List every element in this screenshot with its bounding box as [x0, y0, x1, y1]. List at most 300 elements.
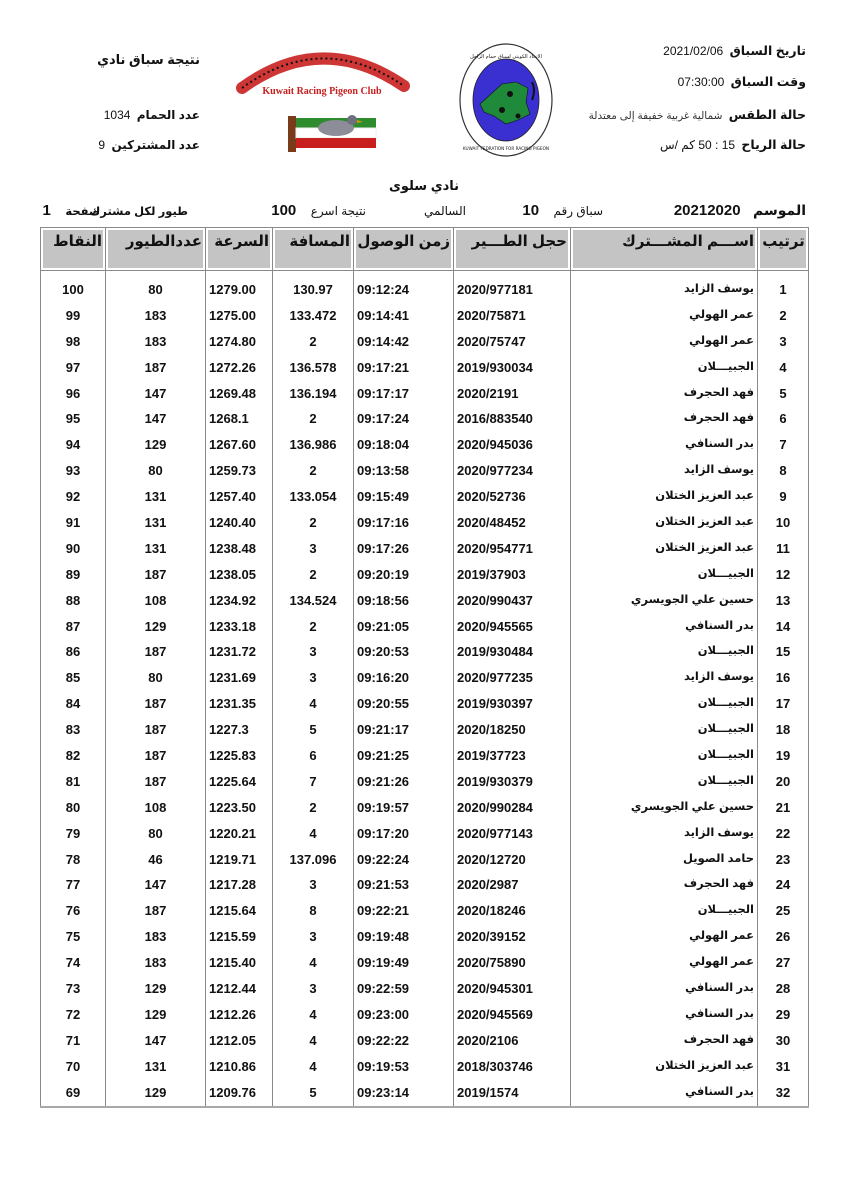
race-location — [424, 202, 466, 224]
cell-participant-name: بدر السنافي — [571, 613, 758, 639]
participants-count-value: 9 — [98, 138, 106, 152]
table-row — [41, 924, 809, 950]
cell-points: 81 — [41, 768, 106, 794]
cell-distance: 7 — [273, 768, 354, 794]
cell-speed: 1257.40 — [206, 484, 273, 510]
table-row — [41, 950, 809, 976]
cell-speed: 1225.83 — [206, 743, 273, 769]
participants-count-label: عدد المشتركين — [111, 138, 200, 152]
table-row — [41, 691, 809, 717]
cell-birds-count: 147 — [106, 1027, 206, 1053]
cell-arrival-time: 09:21:05 — [354, 613, 454, 639]
cell-birds-count: 131 — [106, 484, 206, 510]
table-row — [41, 535, 809, 561]
table-row — [41, 1053, 809, 1079]
race-number-label: سباق رقم — [553, 204, 603, 218]
cell-distance: 136.194 — [273, 380, 354, 406]
cell-participant-name: فهد الحجرف — [571, 1027, 758, 1053]
cell-rank: 14 — [758, 613, 809, 639]
column-header-name: اســـم المشـــترك — [571, 228, 758, 271]
cell-points: 93 — [41, 458, 106, 484]
cell-distance: 2 — [273, 510, 354, 536]
cell-arrival-time: 09:21:25 — [354, 743, 454, 769]
cell-distance: 133.472 — [273, 302, 354, 328]
cell-points: 88 — [41, 587, 106, 613]
cell-rank: 10 — [758, 510, 809, 536]
cell-ring-number: 2020/977234 — [454, 458, 571, 484]
cell-ring-number: 2020/977143 — [454, 820, 571, 846]
cell-participant-name: بدر السنافي — [571, 1001, 758, 1027]
table-row — [41, 1027, 809, 1053]
cell-points: 72 — [41, 1001, 106, 1027]
cell-rank: 18 — [758, 717, 809, 743]
cell-rank: 15 — [758, 639, 809, 665]
cell-participant-name: الجبيـــلان — [571, 717, 758, 743]
cell-ring-number: 2020/945036 — [454, 432, 571, 458]
cell-points: 70 — [41, 1053, 106, 1079]
cell-points: 82 — [41, 743, 106, 769]
cell-distance: 5 — [273, 717, 354, 743]
race-time — [678, 74, 806, 89]
cell-speed: 1231.69 — [206, 665, 273, 691]
cell-points: 95 — [41, 406, 106, 432]
cell-rank: 23 — [758, 846, 809, 872]
cell-rank: 7 — [758, 432, 809, 458]
cell-points: 99 — [41, 302, 106, 328]
cell-speed: 1215.64 — [206, 898, 273, 924]
cell-participant-name: عمر الهولي — [571, 328, 758, 354]
cell-birds-count: 183 — [106, 950, 206, 976]
cell-distance: 136.986 — [273, 432, 354, 458]
cell-arrival-time: 09:22:24 — [354, 846, 454, 872]
cell-birds-count: 183 — [106, 302, 206, 328]
race-date — [663, 43, 806, 58]
cell-participant-name: عبد العزيز الختلان — [571, 510, 758, 536]
table-header-row — [41, 228, 809, 271]
cell-participant-name: الجبيـــلان — [571, 743, 758, 769]
cell-points: 79 — [41, 820, 106, 846]
table-row — [41, 1001, 809, 1027]
table-row — [41, 432, 809, 458]
cell-birds-count: 131 — [106, 535, 206, 561]
cell-speed: 1233.18 — [206, 613, 273, 639]
cell-speed: 1267.60 — [206, 432, 273, 458]
cell-ring-number: 2020/945569 — [454, 1001, 571, 1027]
cell-birds-count: 129 — [106, 1001, 206, 1027]
season — [674, 202, 806, 224]
cell-rank: 13 — [758, 587, 809, 613]
cell-ring-number: 2020/18250 — [454, 717, 571, 743]
cell-speed: 1210.86 — [206, 1053, 273, 1079]
cell-ring-number: 2020/39152 — [454, 924, 571, 950]
cell-arrival-time: 09:23:14 — [354, 1079, 454, 1107]
column-header-rank: ترتيب — [758, 228, 809, 271]
cell-birds-count: 129 — [106, 613, 206, 639]
cell-ring-number: 2019/930379 — [454, 768, 571, 794]
cell-speed: 1212.05 — [206, 1027, 273, 1053]
cell-birds-count: 129 — [106, 432, 206, 458]
cell-points: 92 — [41, 484, 106, 510]
cell-ring-number: 2020/977235 — [454, 665, 571, 691]
cell-distance: 2 — [273, 561, 354, 587]
cell-speed: 1227.3 — [206, 717, 273, 743]
cell-ring-number: 2019/37903 — [454, 561, 571, 587]
cell-birds-count: 183 — [106, 328, 206, 354]
table-row — [41, 587, 809, 613]
cell-distance: 4 — [273, 691, 354, 717]
cell-birds-count: 46 — [106, 846, 206, 872]
cell-rank: 28 — [758, 976, 809, 1002]
cell-arrival-time: 09:20:53 — [354, 639, 454, 665]
cell-points: 69 — [41, 1079, 106, 1107]
table-row — [41, 846, 809, 872]
race-number — [522, 202, 603, 224]
cell-ring-number: 2018/303746 — [454, 1053, 571, 1079]
cell-rank: 25 — [758, 898, 809, 924]
cell-participant-name: عبد العزيز الختلان — [571, 535, 758, 561]
cell-points: 78 — [41, 846, 106, 872]
cell-points: 87 — [41, 613, 106, 639]
cell-ring-number: 2019/1574 — [454, 1079, 571, 1107]
cell-rank: 2 — [758, 302, 809, 328]
cell-rank: 5 — [758, 380, 809, 406]
cell-arrival-time: 09:17:21 — [354, 354, 454, 380]
cell-arrival-time: 09:21:26 — [354, 768, 454, 794]
cell-speed: 1220.21 — [206, 820, 273, 846]
cell-participant-name: عمر الهولي — [571, 302, 758, 328]
cell-points: 98 — [41, 328, 106, 354]
cell-speed: 1231.72 — [206, 639, 273, 665]
cell-ring-number: 2020/12720 — [454, 846, 571, 872]
cell-points: 94 — [41, 432, 106, 458]
cell-speed: 1231.35 — [206, 691, 273, 717]
cell-rank: 17 — [758, 691, 809, 717]
table-row — [41, 277, 809, 303]
cell-speed: 1238.48 — [206, 535, 273, 561]
cell-participant-name: يوسف الزايد — [571, 665, 758, 691]
table-row — [41, 458, 809, 484]
cell-rank: 12 — [758, 561, 809, 587]
cell-birds-count: 187 — [106, 768, 206, 794]
cell-distance: 6 — [273, 743, 354, 769]
table-row — [41, 354, 809, 380]
cell-rank: 16 — [758, 665, 809, 691]
cell-ring-number: 2019/930034 — [454, 354, 571, 380]
race-number-value: 10 — [522, 202, 540, 219]
birds-per-participant-value: 100 — [271, 202, 297, 219]
column-header-arrival: زمن الوصول — [354, 228, 454, 271]
cell-arrival-time: 09:17:20 — [354, 820, 454, 846]
table-row — [41, 613, 809, 639]
cell-points: 76 — [41, 898, 106, 924]
table-row — [41, 898, 809, 924]
cell-arrival-time: 09:19:49 — [354, 950, 454, 976]
cell-distance: 4 — [273, 1053, 354, 1079]
cell-speed: 1269.48 — [206, 380, 273, 406]
cell-participant-name: يوسف الزايد — [571, 277, 758, 303]
cell-rank: 29 — [758, 1001, 809, 1027]
cell-arrival-time: 09:18:04 — [354, 432, 454, 458]
cell-speed: 1259.73 — [206, 458, 273, 484]
cell-ring-number: 2019/37723 — [454, 743, 571, 769]
cell-arrival-time: 09:22:22 — [354, 1027, 454, 1053]
cell-ring-number: 2020/945301 — [454, 976, 571, 1002]
result-title: نتيجة سباق نادي — [97, 52, 200, 67]
cell-distance: 3 — [273, 872, 354, 898]
cell-distance: 133.054 — [273, 484, 354, 510]
cell-birds-count: 187 — [106, 354, 206, 380]
svg-text:الاتحاد الكويتي لسباق حمام الز: الاتحاد الكويتي لسباق حمام الزاجل — [470, 54, 542, 60]
cell-ring-number: 2019/930397 — [454, 691, 571, 717]
pigeons-count-value: 1034 — [103, 108, 131, 122]
column-header-distance: المسافة — [273, 228, 354, 271]
cell-distance: 3 — [273, 665, 354, 691]
cell-rank: 9 — [758, 484, 809, 510]
cell-speed: 1234.92 — [206, 587, 273, 613]
cell-points: 83 — [41, 717, 106, 743]
cell-points: 90 — [41, 535, 106, 561]
fastest-result-label: نتيجة اسرع — [310, 204, 366, 218]
cell-participant-name: عبد العزيز الختلان — [571, 484, 758, 510]
cell-birds-count: 80 — [106, 820, 206, 846]
race-date-value: 2021/02/06 — [663, 44, 724, 58]
fastest-result — [271, 202, 366, 224]
race-time-value: 07:30:00 — [677, 75, 725, 89]
cell-speed: 1215.59 — [206, 924, 273, 950]
cell-arrival-time: 09:15:49 — [354, 484, 454, 510]
cell-participant-name: الجبيـــلان — [571, 898, 758, 924]
cell-ring-number: 2020/2191 — [454, 380, 571, 406]
table-row — [41, 768, 809, 794]
cell-ring-number: 2020/75747 — [454, 328, 571, 354]
cell-birds-count: 80 — [106, 458, 206, 484]
cell-distance: 2 — [273, 328, 354, 354]
cell-arrival-time: 09:18:56 — [354, 587, 454, 613]
table-row — [41, 820, 809, 846]
wind-value: 15 : 50 كم /س — [659, 138, 736, 152]
cell-participant-name: فهد الحجرف — [571, 406, 758, 432]
cell-speed: 1223.50 — [206, 794, 273, 820]
cell-participant-name: فهد الحجرف — [571, 380, 758, 406]
cell-distance: 2 — [273, 794, 354, 820]
cell-birds-count: 187 — [106, 898, 206, 924]
table-row — [41, 872, 809, 898]
cell-ring-number: 2016/883540 — [454, 406, 571, 432]
cell-birds-count: 131 — [106, 1053, 206, 1079]
cell-birds-count: 147 — [106, 406, 206, 432]
cell-arrival-time: 09:20:55 — [354, 691, 454, 717]
cell-birds-count: 187 — [106, 743, 206, 769]
table-row — [41, 717, 809, 743]
cell-arrival-time: 09:23:00 — [354, 1001, 454, 1027]
cell-distance: 4 — [273, 950, 354, 976]
cell-distance: 137.096 — [273, 846, 354, 872]
pigeons-count-label: عدد الحمام — [136, 108, 200, 122]
cell-distance: 3 — [273, 976, 354, 1002]
pigeon-flag-logo-icon — [232, 38, 412, 156]
cell-points: 91 — [41, 510, 106, 536]
cell-ring-number: 2020/18246 — [454, 898, 571, 924]
cell-arrival-time: 09:19:53 — [354, 1053, 454, 1079]
cell-participant-name: الجبيـــلان — [571, 691, 758, 717]
cell-distance: 2 — [273, 458, 354, 484]
table-row — [41, 328, 809, 354]
cell-points: 80 — [41, 794, 106, 820]
cell-distance: 4 — [273, 820, 354, 846]
cell-birds-count: 80 — [106, 665, 206, 691]
column-header-ring: حجل الطـــير — [454, 228, 571, 271]
cell-ring-number: 2020/990284 — [454, 794, 571, 820]
cell-rank: 1 — [758, 277, 809, 303]
birds-per-participant-text: طيور لكل مشترك — [89, 206, 188, 218]
cell-arrival-time: 09:12:24 — [354, 277, 454, 303]
cell-birds-count: 147 — [106, 380, 206, 406]
cell-birds-count: 108 — [106, 794, 206, 820]
cell-participant-name: فهد الحجرف — [571, 872, 758, 898]
cell-speed: 1212.44 — [206, 976, 273, 1002]
cell-arrival-time: 09:22:59 — [354, 976, 454, 1002]
cell-speed: 1274.80 — [206, 328, 273, 354]
column-header-speed: السرعة — [206, 228, 273, 271]
cell-rank: 6 — [758, 406, 809, 432]
cell-birds-count: 80 — [106, 277, 206, 303]
cell-ring-number: 2020/990437 — [454, 587, 571, 613]
cell-ring-number: 2020/977181 — [454, 277, 571, 303]
pigeons-count — [104, 108, 200, 122]
cell-rank: 20 — [758, 768, 809, 794]
table-row — [41, 976, 809, 1002]
cell-rank: 4 — [758, 354, 809, 380]
season-label: الموسم — [753, 202, 806, 218]
cell-participant-name: بدر السنافي — [571, 1079, 758, 1107]
cell-participant-name: حامد الصويل — [571, 846, 758, 872]
cell-arrival-time: 09:19:57 — [354, 794, 454, 820]
cell-birds-count: 187 — [106, 717, 206, 743]
cell-birds-count: 187 — [106, 691, 206, 717]
cell-speed: 1238.05 — [206, 561, 273, 587]
cell-rank: 3 — [758, 328, 809, 354]
table-row — [41, 484, 809, 510]
club-name: نادي سلوى — [388, 178, 460, 193]
federation-logo — [458, 42, 554, 158]
cell-participant-name: الجبيـــلان — [571, 639, 758, 665]
cell-points: 77 — [41, 872, 106, 898]
cell-birds-count: 187 — [106, 639, 206, 665]
cell-birds-count: 131 — [106, 510, 206, 536]
cell-rank: 22 — [758, 820, 809, 846]
cell-birds-count: 183 — [106, 924, 206, 950]
race-location-value: السالمي — [424, 204, 466, 218]
cell-distance: 4 — [273, 1001, 354, 1027]
cell-ring-number: 2020/2106 — [454, 1027, 571, 1053]
cell-speed: 1279.00 — [206, 277, 273, 303]
cell-speed: 1268.1 — [206, 406, 273, 432]
table-row — [41, 743, 809, 769]
cell-rank: 26 — [758, 924, 809, 950]
cell-ring-number: 2020/945565 — [454, 613, 571, 639]
cell-points: 75 — [41, 924, 106, 950]
cell-participant-name: عمر الهولي — [571, 950, 758, 976]
weather-value: شمالية غربية خفيفة إلى معتدلة — [588, 110, 723, 122]
svg-text:KUWAIT FEDRATION FOR RACING PI: KUWAIT FEDRATION FOR RACING PIGEON — [462, 146, 550, 151]
cell-arrival-time: 09:21:17 — [354, 717, 454, 743]
wind-label: حالة الرياح — [741, 138, 806, 152]
page-number — [43, 202, 100, 224]
weather-label: حالة الطقس — [728, 108, 806, 122]
cell-participant-name: الجبيـــلان — [571, 354, 758, 380]
cell-arrival-time: 09:21:53 — [354, 872, 454, 898]
wind — [660, 137, 806, 152]
cell-distance: 3 — [273, 639, 354, 665]
cell-points: 84 — [41, 691, 106, 717]
cell-participant-name: يوسف الزايد — [571, 820, 758, 846]
column-header-points: النقاط — [41, 228, 106, 271]
cell-ring-number: 2020/52736 — [454, 484, 571, 510]
cell-distance: 4 — [273, 1027, 354, 1053]
cell-points: 96 — [41, 380, 106, 406]
cell-speed: 1240.40 — [206, 510, 273, 536]
cell-distance: 130.97 — [273, 277, 354, 303]
cell-participant-name: حسين علي الجويسري — [571, 587, 758, 613]
cell-participant-name: الجبيـــلان — [571, 768, 758, 794]
cell-speed: 1215.40 — [206, 950, 273, 976]
cell-rank: 31 — [758, 1053, 809, 1079]
cell-speed: 1272.26 — [206, 354, 273, 380]
cell-points: 100 — [41, 277, 106, 303]
cell-ring-number: 2020/75871 — [454, 302, 571, 328]
cell-participant-name: عبد العزيز الختلان — [571, 1053, 758, 1079]
cell-rank: 30 — [758, 1027, 809, 1053]
cell-birds-count: 147 — [106, 872, 206, 898]
cell-rank: 21 — [758, 794, 809, 820]
cell-speed: 1225.64 — [206, 768, 273, 794]
cell-participant-name: بدر السنافي — [571, 432, 758, 458]
birds-per-participant-label — [90, 202, 188, 224]
cell-participant-name: الجبيـــلان — [571, 561, 758, 587]
weather — [589, 107, 806, 122]
cell-birds-count: 129 — [106, 976, 206, 1002]
cell-ring-number: 2020/2987 — [454, 872, 571, 898]
cell-rank: 24 — [758, 872, 809, 898]
cell-points: 85 — [41, 665, 106, 691]
cell-distance: 5 — [273, 1079, 354, 1107]
cell-rank: 32 — [758, 1079, 809, 1107]
cell-rank: 11 — [758, 535, 809, 561]
cell-speed: 1275.00 — [206, 302, 273, 328]
kuwait-map-seal-icon — [458, 42, 554, 158]
svg-text:Kuwait Racing Pigeon Club: Kuwait Racing Pigeon Club — [262, 86, 382, 97]
cell-arrival-time: 09:17:24 — [354, 406, 454, 432]
cell-arrival-time: 09:19:48 — [354, 924, 454, 950]
table-row — [41, 406, 809, 432]
cell-distance: 2 — [273, 613, 354, 639]
table-row — [41, 1079, 809, 1107]
cell-arrival-time: 09:17:17 — [354, 380, 454, 406]
cell-points: 86 — [41, 639, 106, 665]
cell-rank: 8 — [758, 458, 809, 484]
cell-speed: 1217.28 — [206, 872, 273, 898]
cell-distance: 3 — [273, 924, 354, 950]
race-time-label: وقت السباق — [730, 75, 806, 89]
table-row — [41, 794, 809, 820]
cell-speed: 1212.26 — [206, 1001, 273, 1027]
cell-arrival-time: 09:14:41 — [354, 302, 454, 328]
cell-arrival-time: 09:14:42 — [354, 328, 454, 354]
cell-distance: 8 — [273, 898, 354, 924]
cell-distance: 3 — [273, 535, 354, 561]
club-logo — [232, 38, 412, 156]
cell-ring-number: 2020/48452 — [454, 510, 571, 536]
